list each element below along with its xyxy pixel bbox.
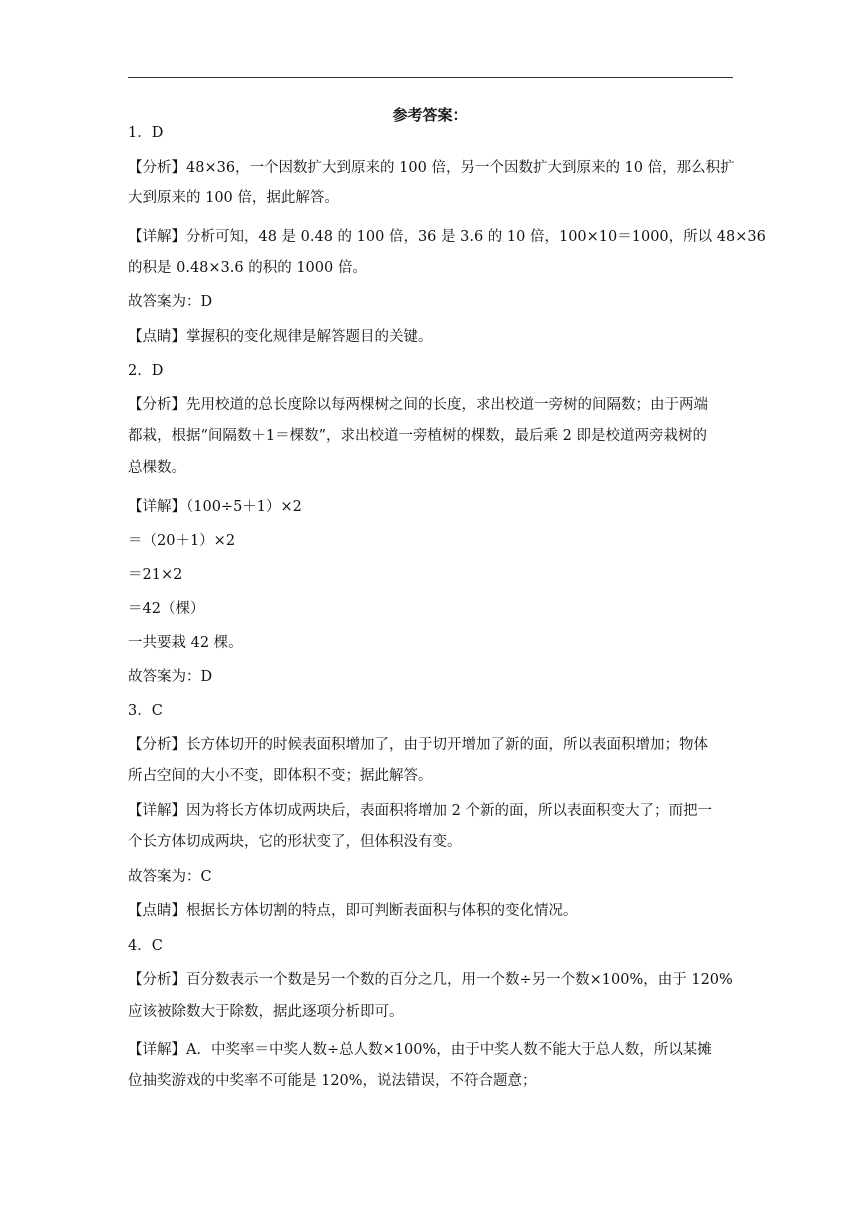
page-title: 参考答案： bbox=[392, 106, 468, 124]
text-line: 2．D bbox=[128, 363, 164, 379]
text-line: 4．C bbox=[128, 938, 163, 954]
text-line: 应该被除数大于除数，据此逐项分析即可。 bbox=[128, 1004, 404, 1020]
text-line: 【分析】48×36，一个因数扩大到原来的 100 倍，另一个因数扩大到原来的 10 倍，那么积扩 bbox=[128, 160, 735, 176]
text-line: 1．D bbox=[128, 125, 164, 141]
text-line: ＝（20＋1）×2 bbox=[128, 533, 236, 549]
text-line: 【点睛】掌握积的变化规律是解答题目的关键。 bbox=[128, 329, 433, 345]
text-line: 3．C bbox=[128, 703, 163, 719]
text-line: ＝21×2 bbox=[128, 567, 183, 583]
text-line: 所占空间的大小不变，即体积不变；据此解答。 bbox=[128, 768, 433, 784]
text-line: 故答案为：D bbox=[128, 669, 213, 685]
text-line: 总棵数。 bbox=[128, 460, 186, 476]
text-line: 【分析】先用校道的总长度除以每两棵树之间的长度，求出校道一旁树的间隔数；由于两端 bbox=[128, 397, 708, 413]
header-rule bbox=[128, 77, 733, 78]
text-line: 【详解】A．中奖率＝中奖人数÷总人数×100%，由于中奖人数不能大于总人数，所以某摊 bbox=[128, 1042, 712, 1058]
text-line: 个长方体切成两块，它的形状变了，但体积没有变。 bbox=[128, 834, 462, 850]
text-line: 【详解】（100÷5＋1）×2 bbox=[128, 499, 302, 515]
text-line: 【分析】长方体切开的时候表面积增加了，由于切开增加了新的面，所以表面积增加；物体 bbox=[128, 737, 708, 753]
text-line: ＝42（棵） bbox=[128, 601, 205, 617]
text-line: 【分析】百分数表示一个数是另一个数的百分之几，用一个数÷另一个数×100%，由于 120% bbox=[128, 972, 733, 988]
text-line: 都栽，根据“间隔数＋1＝棵数”，求出校道一旁植树的棵数，最后乘 2 即是校道两旁栽树的 bbox=[128, 428, 707, 444]
text-line: 一共要栽 42 棵。 bbox=[128, 635, 243, 651]
text-line: 故答案为：D bbox=[128, 294, 213, 310]
text-line: 位抽奖游戏的中奖率不可能是 120%，说法错误，不符合题意； bbox=[128, 1073, 537, 1089]
text-line: 【点睛】根据长方体切割的特点，即可判断表面积与体积的变化情况。 bbox=[128, 903, 578, 919]
text-line: 【详解】分析可知，48 是 0.48 的 100 倍，36 是 3.6 的 10 倍，100×10＝1000，所以 48×36 bbox=[128, 229, 766, 245]
text-line: 【详解】因为将长方体切成两块后，表面积将增加 2 个新的面，所以表面积变大了；而把一 bbox=[128, 803, 712, 819]
text-line: 故答案为：C bbox=[128, 869, 212, 885]
text-line: 大到原来的 100 倍，据此解答。 bbox=[128, 190, 339, 206]
text-line: 的积是 0.48×3.6 的积的 1000 倍。 bbox=[128, 260, 367, 276]
